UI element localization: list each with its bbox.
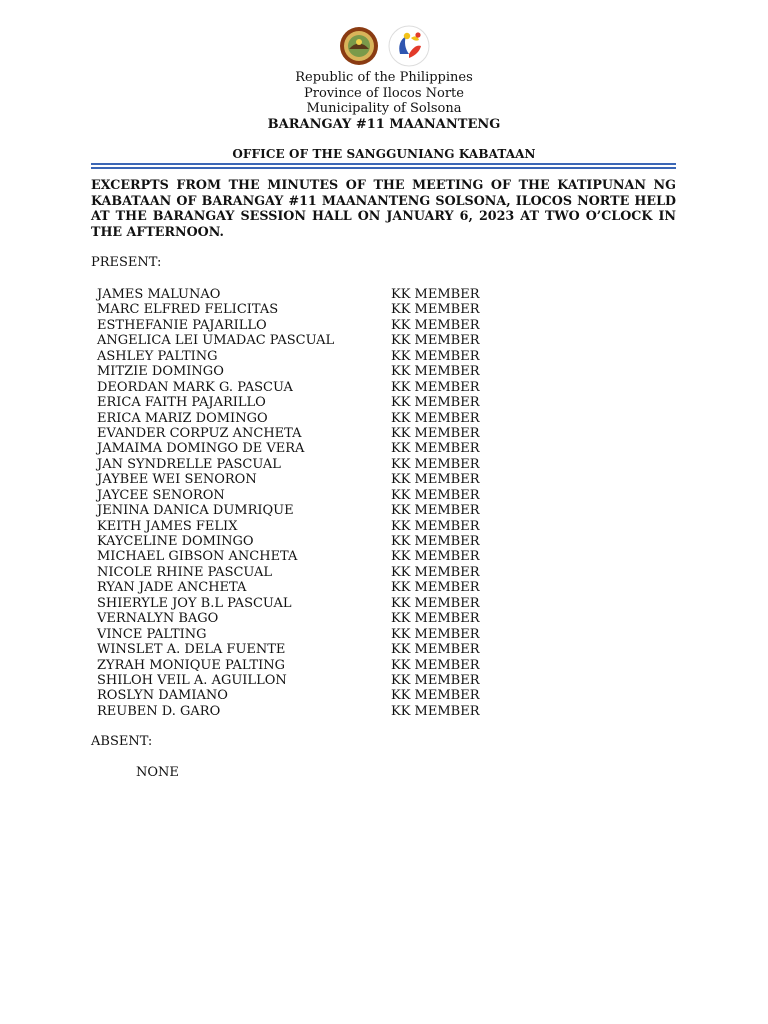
absent-value: NONE xyxy=(136,765,179,780)
member-name: SHIERYLE JOY B.L PASCUAL xyxy=(97,595,292,611)
member-role: KK MEMBER xyxy=(391,287,480,302)
list-item xyxy=(97,457,597,472)
list-item xyxy=(97,565,597,580)
member-name: JAYCEE SENORON xyxy=(97,487,225,503)
list-item xyxy=(97,426,597,441)
member-name: NICOLE RHINE PASCUAL xyxy=(97,564,272,580)
member-role: KK MEMBER xyxy=(391,626,480,642)
municipal-seal-icon xyxy=(337,24,381,68)
list-item xyxy=(97,333,597,348)
divider-rule xyxy=(91,167,676,169)
present-label: PRESENT: xyxy=(91,255,162,270)
member-name: ROSLYN DAMIANO xyxy=(97,688,228,704)
member-name: JAMAIMA DOMINGO DE VERA xyxy=(97,441,305,457)
member-role: KK MEMBER xyxy=(391,395,480,411)
list-item xyxy=(97,611,597,626)
member-list xyxy=(97,287,597,719)
list-item xyxy=(97,580,597,595)
member-name: ESTHEFANIE PAJARILLO xyxy=(97,317,267,333)
list-item xyxy=(97,596,597,611)
member-name: ZYRAH MONIQUE PALTING xyxy=(97,657,286,673)
member-role: KK MEMBER xyxy=(391,657,480,673)
member-name: ERICA MARIZ DOMINGO xyxy=(97,410,268,426)
member-role: KK MEMBER xyxy=(391,595,480,611)
member-role: KK MEMBER xyxy=(391,688,480,704)
member-role: KK MEMBER xyxy=(391,379,480,395)
member-name: ERICA FAITH PAJARILLO xyxy=(97,395,266,411)
member-role: KK MEMBER xyxy=(391,348,480,364)
member-role: KK MEMBER xyxy=(391,317,480,333)
member-name: JAN SYNDRELLE PASCUAL xyxy=(97,456,281,472)
member-name: JAMES MALUNAO xyxy=(97,287,221,302)
list-item xyxy=(97,411,597,426)
list-item xyxy=(97,349,597,364)
list-item xyxy=(97,488,597,503)
list-item xyxy=(97,704,597,719)
absent-label: ABSENT: xyxy=(91,734,153,749)
member-role: KK MEMBER xyxy=(391,564,480,580)
member-role: KK MEMBER xyxy=(391,534,480,549)
member-name: KEITH JAMES FELIX xyxy=(97,518,238,534)
divider-rule xyxy=(91,163,676,165)
list-item xyxy=(97,380,597,395)
member-role: KK MEMBER xyxy=(391,487,480,503)
member-role: KK MEMBER xyxy=(391,456,480,472)
member-role: KK MEMBER xyxy=(391,364,480,380)
list-item xyxy=(97,673,597,688)
list-item xyxy=(97,549,597,564)
country-line: Republic of the Philippines xyxy=(295,70,473,85)
member-role: KK MEMBER xyxy=(391,580,480,596)
member-name: JAYBEE WEI SENORON xyxy=(97,472,257,488)
member-name: SHILOH VEIL A. AGUILLON xyxy=(97,672,287,688)
barangay-line: BARANGAY #11 MAANANTENG xyxy=(267,116,501,132)
member-role: KK MEMBER xyxy=(391,333,480,349)
member-role: KK MEMBER xyxy=(391,672,480,688)
member-role: KK MEMBER xyxy=(391,518,480,534)
member-name: RYAN JADE ANCHETA xyxy=(97,580,247,596)
list-item xyxy=(97,534,597,549)
list-item xyxy=(97,658,597,673)
member-role: KK MEMBER xyxy=(391,410,480,426)
member-name: JENINA DANICA DUMRIQUE xyxy=(97,503,294,519)
list-item xyxy=(97,627,597,642)
list-item xyxy=(97,441,597,456)
letterhead xyxy=(0,70,768,132)
municipality-line: Municipality of Solsona xyxy=(306,101,462,116)
member-role: KK MEMBER xyxy=(391,472,480,488)
member-name: ASHLEY PALTING xyxy=(97,348,218,364)
sangguniang-kabataan-logo-icon xyxy=(387,24,431,68)
logo-row xyxy=(0,24,768,70)
member-role: KK MEMBER xyxy=(391,611,480,627)
office-title: OFFICE OF THE SANGGUNIANG KABATAAN xyxy=(232,147,536,161)
member-role: KK MEMBER xyxy=(391,302,480,318)
list-item xyxy=(97,472,597,487)
member-name: DEORDAN MARK G. PASCUA xyxy=(97,379,293,395)
list-item xyxy=(97,302,597,317)
member-name: EVANDER CORPUZ ANCHETA xyxy=(97,425,302,441)
list-item xyxy=(97,318,597,333)
member-role: KK MEMBER xyxy=(391,441,480,457)
list-item xyxy=(97,519,597,534)
member-name: ANGELICA LEI UMADAC PASCUAL xyxy=(97,333,335,349)
member-name: REUBEN D. GARO xyxy=(97,703,221,719)
member-name: VINCE PALTING xyxy=(97,626,207,642)
member-role: KK MEMBER xyxy=(391,642,480,658)
list-item xyxy=(97,395,597,410)
member-name: VERNALYN BAGO xyxy=(97,611,219,627)
list-item xyxy=(97,688,597,703)
member-role: KK MEMBER xyxy=(391,503,480,519)
list-item xyxy=(97,364,597,379)
member-name: WINSLET A. DELA FUENTE xyxy=(97,642,286,658)
document-heading: EXCERPTS FROM THE MINUTES OF THE MEETING OF THE KATIPUNAN NG KABATAAN OF BARANGAY #11 MAANANTENG SOLSONA, ILOCOS NORTE HELD AT THE BARANGAY SESSION HALL ON JANUARY 6, 2023 AT TWO O’CLOCK IN THE AFTERNOON. xyxy=(91,177,676,239)
member-role: KK MEMBER xyxy=(391,703,480,719)
list-item xyxy=(97,287,597,302)
member-role: KK MEMBER xyxy=(391,425,480,441)
province-line: Province of Ilocos Norte xyxy=(304,85,464,101)
member-role: KK MEMBER xyxy=(391,549,480,565)
list-item xyxy=(97,503,597,518)
list-item xyxy=(97,642,597,657)
member-name: KAYCELINE DOMINGO xyxy=(97,534,254,549)
member-name: MICHAEL GIBSON ANCHETA xyxy=(97,549,298,565)
member-name: MARC ELFRED FELICITAS xyxy=(97,302,279,318)
member-name: MITZIE DOMINGO xyxy=(97,364,224,380)
